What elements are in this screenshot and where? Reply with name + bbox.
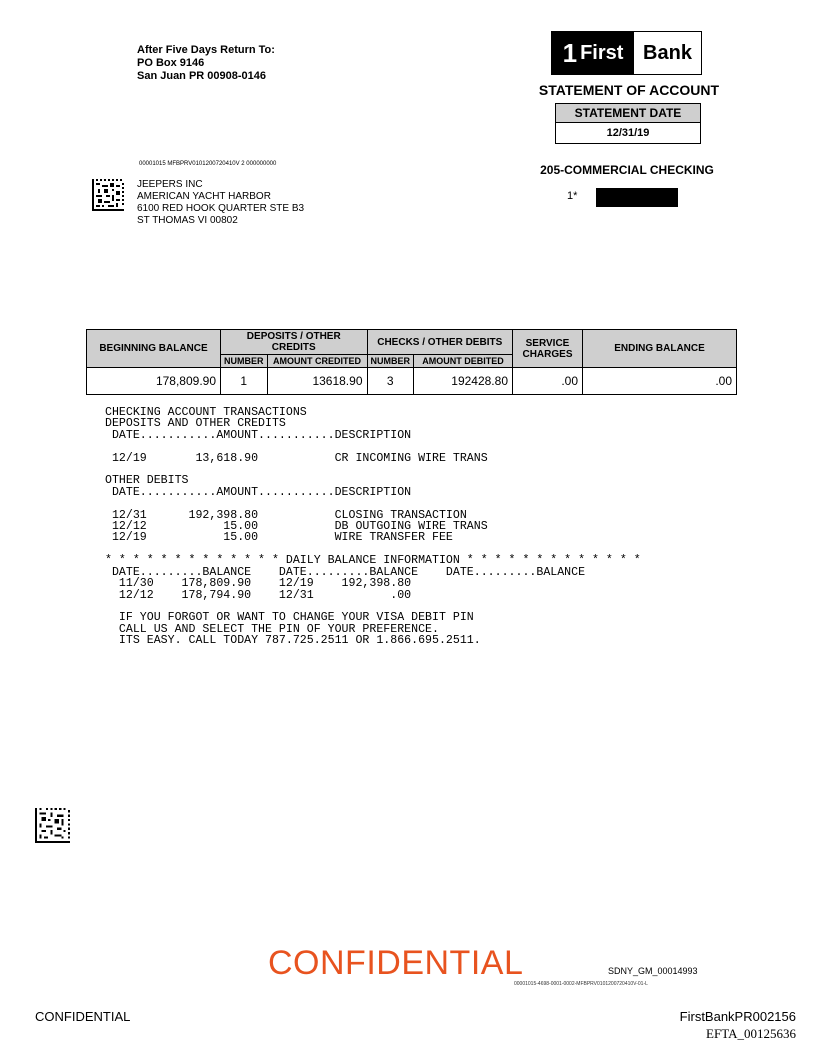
footer-micro-code: 00001015-4698-0001-0002-MFBPRV0101200720410V-01-L [514,981,648,987]
checks-header: CHECKS / OTHER DEBITS [367,330,513,355]
beginning-balance-value: 178,809.90 [87,368,221,395]
account-summary-table [86,329,737,395]
account-type: 205-COMMERCIAL CHECKING [540,163,714,177]
confidential-stamp: CONFIDENTIAL [268,944,524,982]
deposits-number-header: NUMBER [221,355,268,368]
return-address [137,44,275,83]
checks-number-header: NUMBER [367,355,414,368]
account-number: 1* [567,190,578,202]
barcode-2d-icon [35,808,70,843]
mailing-code: 00001015 MFBPRV0101200720410V 2 000000000 [139,161,277,167]
customer-name: JEEPERS INC [137,179,203,190]
bates-number: FirstBankPR002156 [679,1009,796,1024]
bank-logo [551,31,702,75]
bank-logo-bank: Bank [643,41,692,64]
confidential-label: CONFIDENTIAL [35,1009,131,1024]
transactions-detail: CHECKING ACCOUNT TRANSACTIONS DEPOSITS AND OTHER CREDITS DATE...........AMOUNT...........DESCRIPTION 12/19 13,618.90 CR INCOMING WIRE TRANS OTHER DEBITS DATE...........AMOUNT...........DESCRIPTION 12/31 192,398.80 CLOSING TRANSACTION 12/12 15.00 DB OUTGOING WIRE TRANS 12/19 15.00 WIRE TRANSFER FEE * * * * * * * * * * * * * DAILY BALANCE INFORMATION * * * * * * * * * * * * * DATE.........BALANCE DATE.........BALANCE DATE.........BALANCE 11/30 178,809.90 12/19 192,398.80 12/12 178,794.90 12/31 .00 IF YOU FORGOT OR WANT TO CHANGE YOUR VISA DEBIT PIN CALL US AND SELECT THE PIN OF YOUR PREFERENCE. ITS EASY. CALL TODAY 787.725.2511 OR 1.866.695.2511. [105,406,641,648]
statement-date-box [555,103,701,144]
statement-date-label: STATEMENT DATE [556,104,700,123]
bank-logo-word: First [580,41,624,64]
deposits-number-value: 1 [221,368,268,395]
amount-debited-header: AMOUNT DEBITED [414,355,513,368]
amount-debited-value: 192428.80 [414,368,513,395]
redaction-box [596,188,678,207]
ending-balance-header: ENDING BALANCE [583,330,737,368]
barcode-2d-icon [92,179,124,211]
customer-address-line: 6100 RED HOOK QUARTER STE B3 [137,203,305,214]
checks-number-value: 3 [367,368,414,395]
return-address-line: After Five Days Return To: [137,44,275,56]
statement-title: STATEMENT OF ACCOUNT [538,82,720,98]
beginning-balance-header: BEGINNING BALANCE [87,330,221,368]
customer-address [137,179,304,227]
table-row [87,368,737,395]
service-charges-value: .00 [513,368,583,395]
customer-address-line: ST THOMAS VI 00802 [137,215,238,226]
return-address-line: San Juan PR 00908-0146 [137,70,267,82]
deposits-header: DEPOSITS / OTHER CREDITS [221,330,368,355]
amount-credited-header: AMOUNT CREDITED [267,355,367,368]
service-charges-header: SERVICE CHARGES [513,330,583,368]
statement-date-value: 12/31/19 [606,127,650,139]
amount-credited-value: 13618.90 [267,368,367,395]
ending-balance-value: .00 [583,368,737,395]
efta-number: EFTA_00125636 [706,1026,796,1041]
return-address-line: PO Box 9146 [137,57,205,69]
sdny-bates-number: SDNY_GM_00014993 [608,966,698,976]
bank-logo-first [552,32,634,74]
customer-address-line: AMERICAN YACHT HARBOR [137,191,271,202]
bank-logo-number: 1 [562,37,578,68]
